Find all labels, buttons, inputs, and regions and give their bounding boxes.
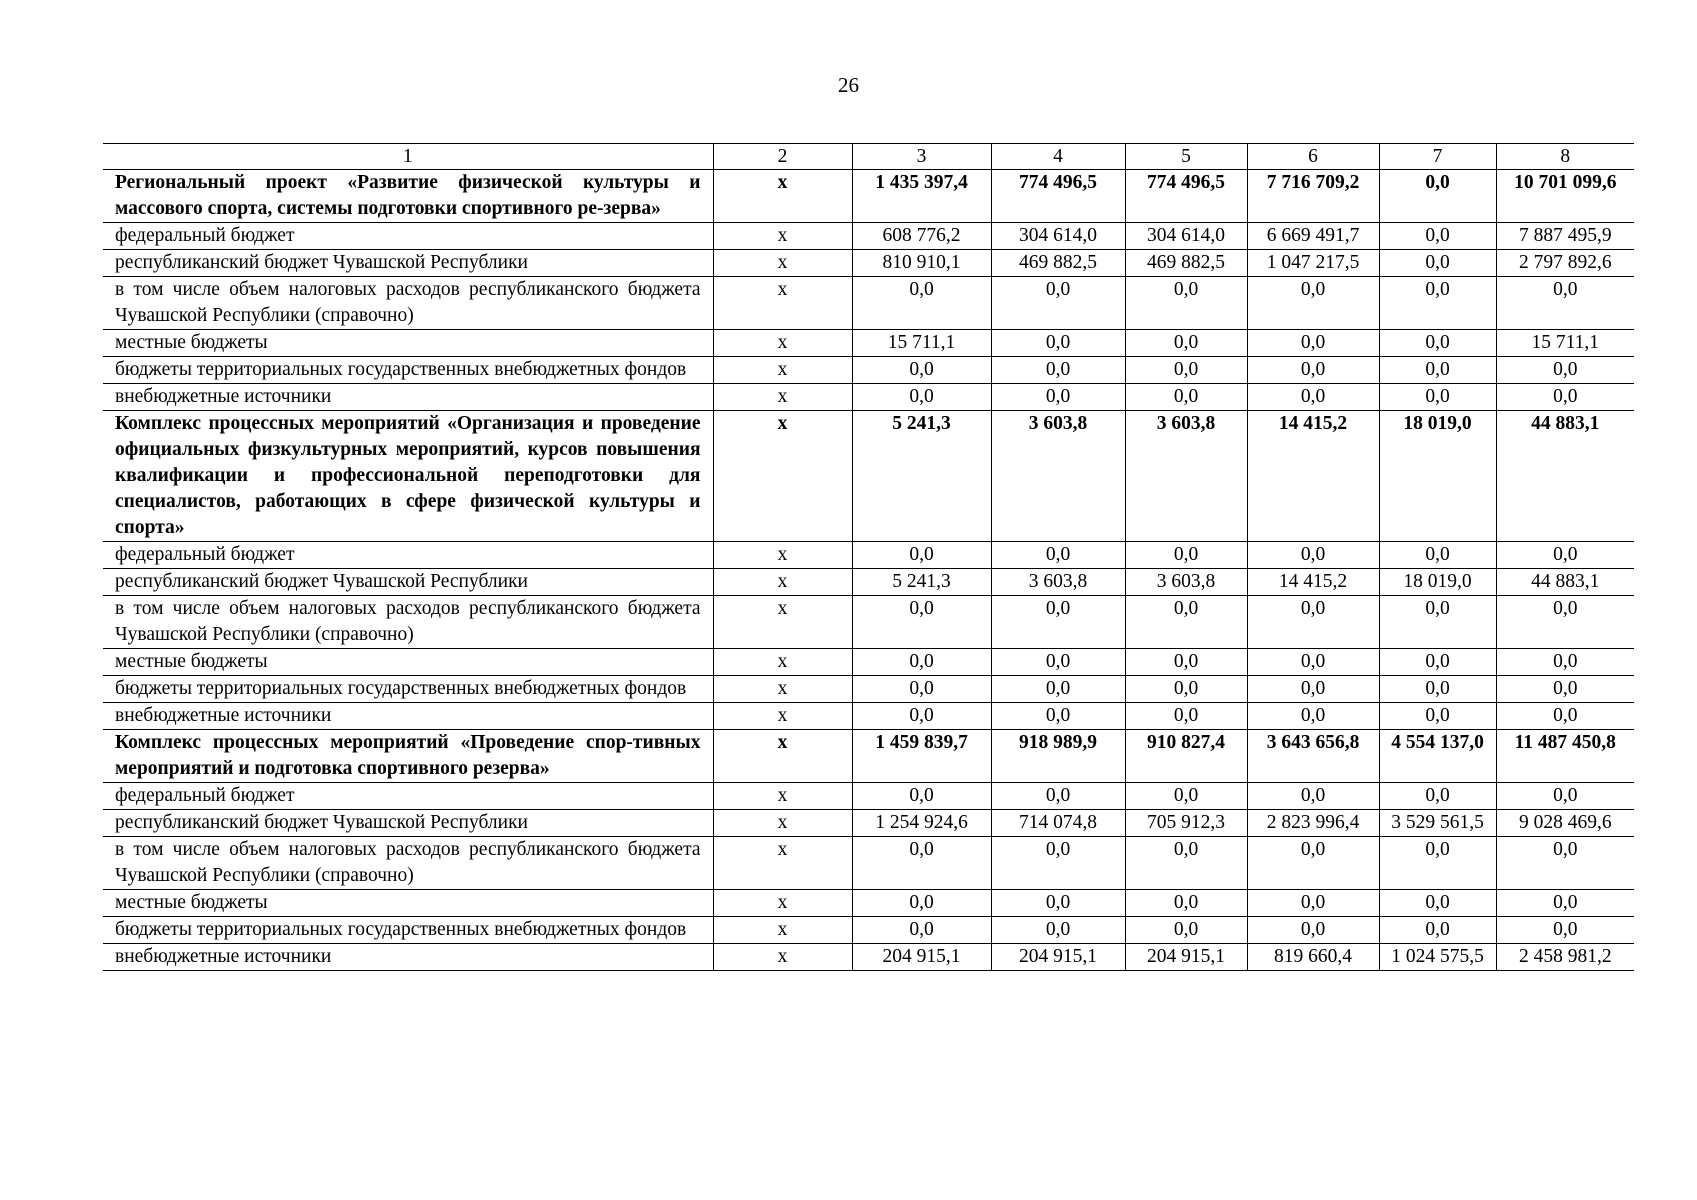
value-cell-col-5: 0,0 (1125, 890, 1247, 917)
page-number: 26 (838, 73, 859, 97)
value-cell-col-4: 0,0 (991, 890, 1125, 917)
table-row (103, 783, 1634, 810)
value-cell-col-6: 0,0 (1247, 783, 1379, 810)
value-cell-col-3: 5 241,3 (852, 411, 991, 542)
value-cell-col-7: 0,0 (1379, 277, 1496, 330)
row-code: х (713, 384, 852, 411)
value-cell-col-4: 0,0 (991, 542, 1125, 569)
value-cell-col-6: 0,0 (1247, 917, 1379, 944)
value-cell-col-4: 0,0 (991, 596, 1125, 649)
value-cell-col-5: 469 882,5 (1125, 250, 1247, 277)
value-cell-col-3: 810 910,1 (852, 250, 991, 277)
value-cell-col-4: 3 603,8 (991, 411, 1125, 542)
value-cell-col-6: 14 415,2 (1247, 569, 1379, 596)
value-cell-col-7: 0,0 (1379, 837, 1496, 890)
value-cell-col-4: 918 989,9 (991, 730, 1125, 783)
value-cell-col-7: 0,0 (1379, 783, 1496, 810)
value-cell-col-4: 0,0 (991, 917, 1125, 944)
value-cell-col-6: 0,0 (1247, 596, 1379, 649)
value-cell-col-7: 18 019,0 (1379, 411, 1496, 542)
value-cell-col-6: 0,0 (1247, 649, 1379, 676)
value-cell-col-3: 0,0 (852, 357, 991, 384)
value-cell-col-5: 910 827,4 (1125, 730, 1247, 783)
row-name: Комплекс процессных мероприятий «Организация и проведение официальных физкультурных мероприятий, курсов повышения квалификации и профессиональной переподготовки для специалистов, работающих в сфере физической культуры и спорта» (103, 411, 713, 542)
value-cell-col-3: 0,0 (852, 783, 991, 810)
value-cell-col-8: 15 711,1 (1496, 330, 1634, 357)
value-cell-col-8: 0,0 (1496, 277, 1634, 330)
value-cell-col-6: 0,0 (1247, 703, 1379, 730)
value-cell-col-8: 0,0 (1496, 917, 1634, 944)
table-row (103, 330, 1634, 357)
value-cell-col-4: 0,0 (991, 649, 1125, 676)
row-code: х (713, 542, 852, 569)
column-header-4: 4 (991, 144, 1125, 170)
value-cell-col-7: 3 529 561,5 (1379, 810, 1496, 837)
value-cell-col-7: 0,0 (1379, 330, 1496, 357)
value-cell-col-8: 7 887 495,9 (1496, 223, 1634, 250)
value-cell-col-5: 0,0 (1125, 917, 1247, 944)
row-code: х (713, 277, 852, 330)
column-header-8: 8 (1496, 144, 1634, 170)
value-cell-col-7: 1 024 575,5 (1379, 944, 1496, 971)
column-header-7: 7 (1379, 144, 1496, 170)
table-row (103, 542, 1634, 569)
value-cell-col-7: 0,0 (1379, 703, 1496, 730)
budget-table (103, 143, 1634, 971)
value-cell-col-3: 0,0 (852, 703, 991, 730)
row-name: в том числе объем налоговых расходов республиканского бюджета Чувашской Республики (справочно) (103, 837, 713, 890)
value-cell-col-5: 0,0 (1125, 649, 1247, 676)
value-cell-col-5: 0,0 (1125, 357, 1247, 384)
value-cell-col-4: 774 496,5 (991, 170, 1125, 223)
table-row (103, 277, 1634, 330)
row-name: Региональный проект «Развитие физической культуры и массового спорта, системы подготовки спортивного ре-зерва» (103, 170, 713, 223)
row-name: в том числе объем налоговых расходов республиканского бюджета Чувашской Республики (справочно) (103, 596, 713, 649)
value-cell-col-4: 714 074,8 (991, 810, 1125, 837)
value-cell-col-6: 0,0 (1247, 357, 1379, 384)
row-name: внебюджетные источники (103, 944, 713, 971)
row-code: х (713, 649, 852, 676)
table-row-section (103, 170, 1634, 223)
row-code: х (713, 357, 852, 384)
row-name: республиканский бюджет Чувашской Республики (103, 569, 713, 596)
row-name: бюджеты территориальных государственных внебюджетных фондов (103, 676, 713, 703)
value-cell-col-4: 469 882,5 (991, 250, 1125, 277)
value-cell-col-4: 0,0 (991, 676, 1125, 703)
value-cell-col-6: 1 047 217,5 (1247, 250, 1379, 277)
table-row (103, 384, 1634, 411)
value-cell-col-3: 0,0 (852, 676, 991, 703)
value-cell-col-7: 0,0 (1379, 890, 1496, 917)
row-code: х (713, 944, 852, 971)
value-cell-col-3: 0,0 (852, 890, 991, 917)
table-header-row (103, 144, 1634, 170)
row-code: х (713, 730, 852, 783)
table-row (103, 944, 1634, 971)
row-code: х (713, 890, 852, 917)
row-name: внебюджетные источники (103, 703, 713, 730)
row-code: х (713, 783, 852, 810)
value-cell-col-7: 0,0 (1379, 170, 1496, 223)
value-cell-col-8: 44 883,1 (1496, 569, 1634, 596)
row-code: х (713, 810, 852, 837)
column-header-2: 2 (713, 144, 852, 170)
row-name: республиканский бюджет Чувашской Республики (103, 250, 713, 277)
table-row (103, 703, 1634, 730)
row-code: х (713, 703, 852, 730)
row-name: в том числе объем налоговых расходов республиканского бюджета Чувашской Республики (справочно) (103, 277, 713, 330)
table-row (103, 596, 1634, 649)
value-cell-col-8: 11 487 450,8 (1496, 730, 1634, 783)
value-cell-col-3: 0,0 (852, 837, 991, 890)
row-code: х (713, 676, 852, 703)
value-cell-col-4: 3 603,8 (991, 569, 1125, 596)
value-cell-col-5: 0,0 (1125, 542, 1247, 569)
value-cell-col-5: 0,0 (1125, 596, 1247, 649)
value-cell-col-5: 0,0 (1125, 676, 1247, 703)
value-cell-col-5: 705 912,3 (1125, 810, 1247, 837)
table-row (103, 890, 1634, 917)
row-code: х (713, 170, 852, 223)
row-name: местные бюджеты (103, 649, 713, 676)
column-header-5: 5 (1125, 144, 1247, 170)
value-cell-col-6: 0,0 (1247, 542, 1379, 569)
value-cell-col-5: 0,0 (1125, 703, 1247, 730)
table-row (103, 223, 1634, 250)
value-cell-col-6: 819 660,4 (1247, 944, 1379, 971)
value-cell-col-8: 10 701 099,6 (1496, 170, 1634, 223)
value-cell-col-6: 0,0 (1247, 890, 1379, 917)
table-row-section (103, 411, 1634, 542)
value-cell-col-4: 0,0 (991, 277, 1125, 330)
row-code: х (713, 917, 852, 944)
value-cell-col-3: 204 915,1 (852, 944, 991, 971)
value-cell-col-7: 0,0 (1379, 384, 1496, 411)
value-cell-col-5: 774 496,5 (1125, 170, 1247, 223)
value-cell-col-6: 0,0 (1247, 330, 1379, 357)
value-cell-col-4: 0,0 (991, 384, 1125, 411)
value-cell-col-7: 0,0 (1379, 223, 1496, 250)
value-cell-col-6: 0,0 (1247, 676, 1379, 703)
value-cell-col-8: 0,0 (1496, 676, 1634, 703)
value-cell-col-8: 0,0 (1496, 703, 1634, 730)
value-cell-col-5: 304 614,0 (1125, 223, 1247, 250)
value-cell-col-6: 3 643 656,8 (1247, 730, 1379, 783)
row-code: х (713, 411, 852, 542)
value-cell-col-3: 0,0 (852, 917, 991, 944)
value-cell-col-5: 3 603,8 (1125, 569, 1247, 596)
value-cell-col-6: 2 823 996,4 (1247, 810, 1379, 837)
value-cell-col-3: 1 435 397,4 (852, 170, 991, 223)
value-cell-col-4: 304 614,0 (991, 223, 1125, 250)
value-cell-col-7: 18 019,0 (1379, 569, 1496, 596)
table-row-section (103, 730, 1634, 783)
row-code: х (713, 569, 852, 596)
value-cell-col-5: 204 915,1 (1125, 944, 1247, 971)
value-cell-col-7: 0,0 (1379, 357, 1496, 384)
value-cell-col-4: 0,0 (991, 783, 1125, 810)
table-row (103, 569, 1634, 596)
row-name: федеральный бюджет (103, 542, 713, 569)
table-row (103, 917, 1634, 944)
value-cell-col-8: 0,0 (1496, 542, 1634, 569)
table-row (103, 357, 1634, 384)
value-cell-col-3: 0,0 (852, 542, 991, 569)
row-name: Комплекс процессных мероприятий «Проведение спор-тивных мероприятий и подготовка спортивного резерва» (103, 730, 713, 783)
row-name: местные бюджеты (103, 890, 713, 917)
value-cell-col-5: 0,0 (1125, 783, 1247, 810)
value-cell-col-8: 44 883,1 (1496, 411, 1634, 542)
row-code: х (713, 596, 852, 649)
value-cell-col-3: 0,0 (852, 384, 991, 411)
value-cell-col-7: 0,0 (1379, 917, 1496, 944)
column-header-1: 1 (103, 144, 713, 170)
value-cell-col-7: 0,0 (1379, 250, 1496, 277)
row-name: внебюджетные источники (103, 384, 713, 411)
value-cell-col-6: 0,0 (1247, 277, 1379, 330)
value-cell-col-3: 608 776,2 (852, 223, 991, 250)
value-cell-col-8: 0,0 (1496, 783, 1634, 810)
table-row (103, 649, 1634, 676)
table-body (103, 170, 1634, 971)
table-row (103, 676, 1634, 703)
value-cell-col-4: 204 915,1 (991, 944, 1125, 971)
value-cell-col-8: 0,0 (1496, 384, 1634, 411)
value-cell-col-5: 0,0 (1125, 330, 1247, 357)
value-cell-col-3: 1 254 924,6 (852, 810, 991, 837)
value-cell-col-4: 0,0 (991, 703, 1125, 730)
column-header-3: 3 (852, 144, 991, 170)
value-cell-col-8: 0,0 (1496, 596, 1634, 649)
value-cell-col-8: 0,0 (1496, 357, 1634, 384)
value-cell-col-8: 0,0 (1496, 890, 1634, 917)
value-cell-col-7: 4 554 137,0 (1379, 730, 1496, 783)
value-cell-col-8: 2 797 892,6 (1496, 250, 1634, 277)
value-cell-col-5: 0,0 (1125, 837, 1247, 890)
table-row (103, 250, 1634, 277)
column-header-6: 6 (1247, 144, 1379, 170)
row-code: х (713, 330, 852, 357)
row-name: федеральный бюджет (103, 223, 713, 250)
row-name: бюджеты территориальных государственных внебюджетных фондов (103, 357, 713, 384)
value-cell-col-5: 0,0 (1125, 277, 1247, 330)
value-cell-col-6: 7 716 709,2 (1247, 170, 1379, 223)
value-cell-col-3: 5 241,3 (852, 569, 991, 596)
row-name: республиканский бюджет Чувашской Республики (103, 810, 713, 837)
table-row (103, 837, 1634, 890)
table-row (103, 810, 1634, 837)
value-cell-col-3: 15 711,1 (852, 330, 991, 357)
value-cell-col-3: 0,0 (852, 277, 991, 330)
value-cell-col-8: 2 458 981,2 (1496, 944, 1634, 971)
row-name: бюджеты территориальных государственных внебюджетных фондов (103, 917, 713, 944)
value-cell-col-8: 9 028 469,6 (1496, 810, 1634, 837)
value-cell-col-5: 0,0 (1125, 384, 1247, 411)
value-cell-col-8: 0,0 (1496, 649, 1634, 676)
row-name: местные бюджеты (103, 330, 713, 357)
value-cell-col-3: 1 459 839,7 (852, 730, 991, 783)
value-cell-col-3: 0,0 (852, 649, 991, 676)
value-cell-col-6: 14 415,2 (1247, 411, 1379, 542)
value-cell-col-5: 3 603,8 (1125, 411, 1247, 542)
row-code: х (713, 837, 852, 890)
row-code: х (713, 250, 852, 277)
value-cell-col-3: 0,0 (852, 596, 991, 649)
value-cell-col-4: 0,0 (991, 837, 1125, 890)
value-cell-col-7: 0,0 (1379, 596, 1496, 649)
value-cell-col-7: 0,0 (1379, 676, 1496, 703)
value-cell-col-8: 0,0 (1496, 837, 1634, 890)
value-cell-col-6: 6 669 491,7 (1247, 223, 1379, 250)
value-cell-col-7: 0,0 (1379, 542, 1496, 569)
value-cell-col-6: 0,0 (1247, 384, 1379, 411)
value-cell-col-6: 0,0 (1247, 837, 1379, 890)
value-cell-col-7: 0,0 (1379, 649, 1496, 676)
row-code: х (713, 223, 852, 250)
value-cell-col-4: 0,0 (991, 357, 1125, 384)
value-cell-col-4: 0,0 (991, 330, 1125, 357)
row-name: федеральный бюджет (103, 783, 713, 810)
